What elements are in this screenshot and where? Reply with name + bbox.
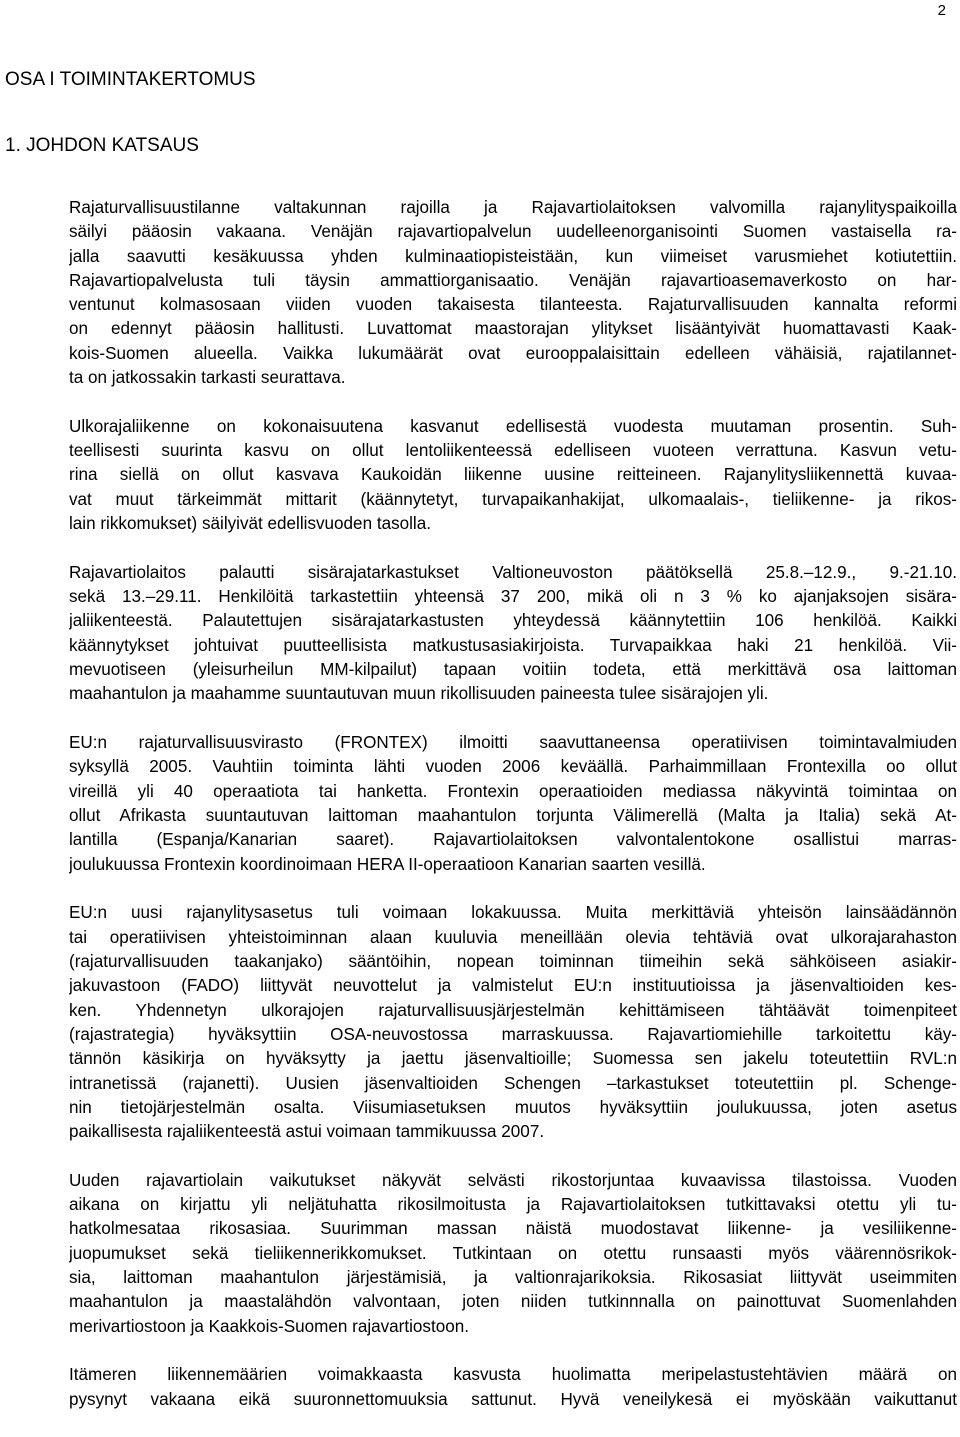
paragraph-line: vat muut tärkeimmät mittarit (käännytetyt, turvapaikanhakijat, ulkomaalais-, tieliikenne- ja rikos- xyxy=(69,489,957,509)
paragraph-line: tännön käsikirja on hyväksytty ja jaettu jäsenvaltioille; Suomessa sen jakelu toteutettiin RVL:n xyxy=(69,1049,957,1069)
paragraph-line: tai operatiivisen yhteistoiminnan alaan kuuluvia meneillään olevia tehtäviä ovat ulkorajarahaston xyxy=(69,927,957,947)
paragraph-line: Rajavartiolaitos palautti sisärajatarkastukset Valtioneuvoston päätöksellä 25.8.–12.9., 9.-21.10. xyxy=(69,562,957,582)
paragraph xyxy=(69,1169,957,1339)
paragraph-line: jaliikenteestä. Palautettujen sisärajatarkastusten yhteydessä käännytettiin 106 henkilöä. Kaikki xyxy=(69,611,957,631)
paragraph-line: Uuden rajavartiolain vaikutukset näkyvät selvästi rikostorjuntaa kuvaavissa tilastoissa. Vuoden xyxy=(69,1170,957,1190)
paragraph-line: jakuvastoon (FADO) liittyvät neuvottelut ja valmistelut EU:n instituutioissa ja jäsenvaltioiden kes- xyxy=(69,976,957,996)
paragraph-line: käännytykset johtuivat puutteellisista matkustusasiakirjoista. Turvapaikkaa haki 21 henkilöä. Vii- xyxy=(69,635,957,655)
paragraph-line: joulukuussa Frontexin koordinoimaan HERA II-operaatioon Kanarian saarten vesillä. xyxy=(69,854,706,874)
paragraph xyxy=(69,561,957,707)
paragraph-line: (rajastrategia) hyväksyttiin OSA-neuvostossa marraskuussa. Rajavartiomiehille tarkoitettu käy- xyxy=(69,1024,957,1044)
paragraph-line: lain rikkomukset) säilyivät edellisvuoden tasolla. xyxy=(69,514,431,534)
paragraph-line: EU:n rajaturvallisuusvirasto (FRONTEX) ilmoitti saavuttaneensa operatiivisen toimintavalmiuden xyxy=(69,733,957,753)
paragraph-line: ollut Afrikasta suuntautuvan laittoman maahantulon torjunta Välimerellä (Malta ja Italia) sekä At- xyxy=(69,806,957,826)
paragraph-line: ken. Yhdennetyn ulkorajojen rajaturvallisuusjärjestelmän kehittämiseen tähtäävät toimenpiteet xyxy=(69,1000,957,1020)
paragraph-line: säilyi pääosin vakaana. Venäjän rajavartiopalvelun uudelleenorganisointi Suomen vastaisella ra- xyxy=(69,222,957,242)
paragraph-line: ventunut kolmasosaan viiden vuoden takaisesta tilanteesta. Rajaturvallisuuden kannalta reformi xyxy=(69,295,957,315)
paragraph-line: sekä 13.–29.11. Henkilöitä tarkastettiin yhteensä 37 200, mikä oli n 3 % ko ajanjaksojen sisära- xyxy=(69,587,957,607)
paragraph-line: merivartiostoon ja Kaakkois-Suomen rajavartiostoon. xyxy=(69,1316,469,1336)
paragraph-line: syksyllä 2005. Vauhtiin toiminta lähti vuoden 2006 keväällä. Parhaimmillaan Frontexilla oo ollut xyxy=(69,757,957,777)
paragraph-line: sia, laittoman maahantulon järjestämisiä, ja valtionrajarikoksia. Rikosasiat liittyvät useimmiten xyxy=(69,1268,957,1288)
paragraph-line: jalla saavutti kesäkuussa yhden kulminaatiopisteistään, kun viimeiset varusmiehet kotiutettiin. xyxy=(69,246,957,266)
chapter-title: 1. JOHDON KATSAUS xyxy=(5,135,199,156)
paragraph xyxy=(69,415,957,536)
paragraph-line: nin tietojärjestelmän osalta. Viisumiasetuksen muutos hyväksyttiin joulukuussa, joten asetus xyxy=(69,1097,957,1117)
paragraph-line: mevuotiseen (yleisurheilun MM-kilpailut) tapaan voitiin todeta, että merkittävä osa laittoman xyxy=(69,660,957,680)
paragraph xyxy=(69,901,957,1144)
paragraph-line: Rajaturvallisuustilanne valtakunnan rajoilla ja Rajavartiolaitoksen valvomilla rajanylityspaikoilla xyxy=(69,198,957,217)
paragraph-line: intranetissä (rajanetti). Uusien jäsenvaltioiden Schengen –tarkastukset toteutettiin pl. Schenge- xyxy=(69,1073,957,1093)
paragraph-line: maahantulon ja maastalähdön valvontaan, joten niiden tutkinnnalla on painottuvat Suomenlahden xyxy=(69,1292,957,1312)
page-number: 2 xyxy=(937,2,946,19)
paragraph-line: teellisesti suurinta kasvu on ollut lentoliikenteessä edelliseen vuoteen verrattuna. Kasvun vetu- xyxy=(69,441,957,461)
paragraph-line: maahantulon ja maahamme suuntautuvan muun rikollisuuden paineesta tulee sisärajojen yli. xyxy=(69,684,769,704)
paragraph-line: Ulkorajaliikenne on kokonaisuutena kasvanut edellisestä vuodesta muutaman prosentin. Suh- xyxy=(69,416,957,436)
paragraph xyxy=(69,1363,957,1412)
paragraph xyxy=(69,196,957,390)
paragraph-line: Rajavartiopalvelusta tuli täysin ammattiorganisaatio. Venäjän rajavartioasemaverkosto on har- xyxy=(69,270,957,290)
paragraph-line: kois-Suomen alueella. Vaikka lukumäärät ovat eurooppalaisittain edelleen vähäisiä, rajatilannet- xyxy=(69,343,957,363)
paragraph xyxy=(69,731,957,877)
paragraph-line: on edennyt pääosin hallitusti. Luvattomat maastorajan ylitykset lisääntyivät huomattavasti Kaak- xyxy=(69,319,957,339)
paragraph-line: ta on jatkossakin tarkasti seurattava. xyxy=(69,368,346,388)
part-title: OSA I TOIMINTAKERTOMUS xyxy=(5,69,256,90)
paragraph-line: Itämeren liikennemäärien voimakkaasta kasvusta huolimatta meripelastustehtävien määrä on xyxy=(69,1365,957,1385)
paragraph-line: paikallisesta rajaliikenteestä astui voimaan tammikuussa 2007. xyxy=(69,1122,545,1142)
paragraph-line: EU:n uusi rajanylitysasetus tuli voimaan lokakuussa. Muita merkittäviä yhteisön lainsäädännön xyxy=(69,903,957,923)
paragraph-line: lantilla (Espanja/Kanarian saaret). Rajavartiolaitoksen valvontalentokone osallistui marras- xyxy=(69,830,957,850)
paragraph-line: (rajaturvallisuuden taakanjako) sääntöihin, nopean toiminnan tiimeihin sekä sähköiseen asiakir- xyxy=(69,952,957,972)
paragraph-line: hatkolmesataa rikosasiaa. Suurimman massan näistä muodostavat liikenne- ja vesiliikenne- xyxy=(69,1219,957,1239)
document-body xyxy=(69,196,957,1437)
paragraph-line: aikana on kirjattu yli neljätuhatta rikosilmoitusta ja Rajavartiolaitoksen tutkittavaksi otettu yli tu- xyxy=(69,1195,957,1215)
paragraph-line: juopumukset sekä tieliikennerikkomukset. Tutkintaan on otettu runsaasti myös väärennösrikok- xyxy=(69,1243,957,1263)
paragraph-line: rina siellä on ollut kasvava Kaukoidän liikenne uusine reitteineen. Rajanylitysliikennettä kuvaa- xyxy=(69,465,957,485)
paragraph-line: pysynyt vakaana eikä suuronnettomuuksia sattunut. Hyvä veneilykesä ei myöskään vaikuttanut xyxy=(69,1389,957,1409)
paragraph-line: vireillä yli 40 operaatiota tai hanketta. Frontexin operaatioiden mediassa näkyvintä toimintaa on xyxy=(69,781,957,801)
